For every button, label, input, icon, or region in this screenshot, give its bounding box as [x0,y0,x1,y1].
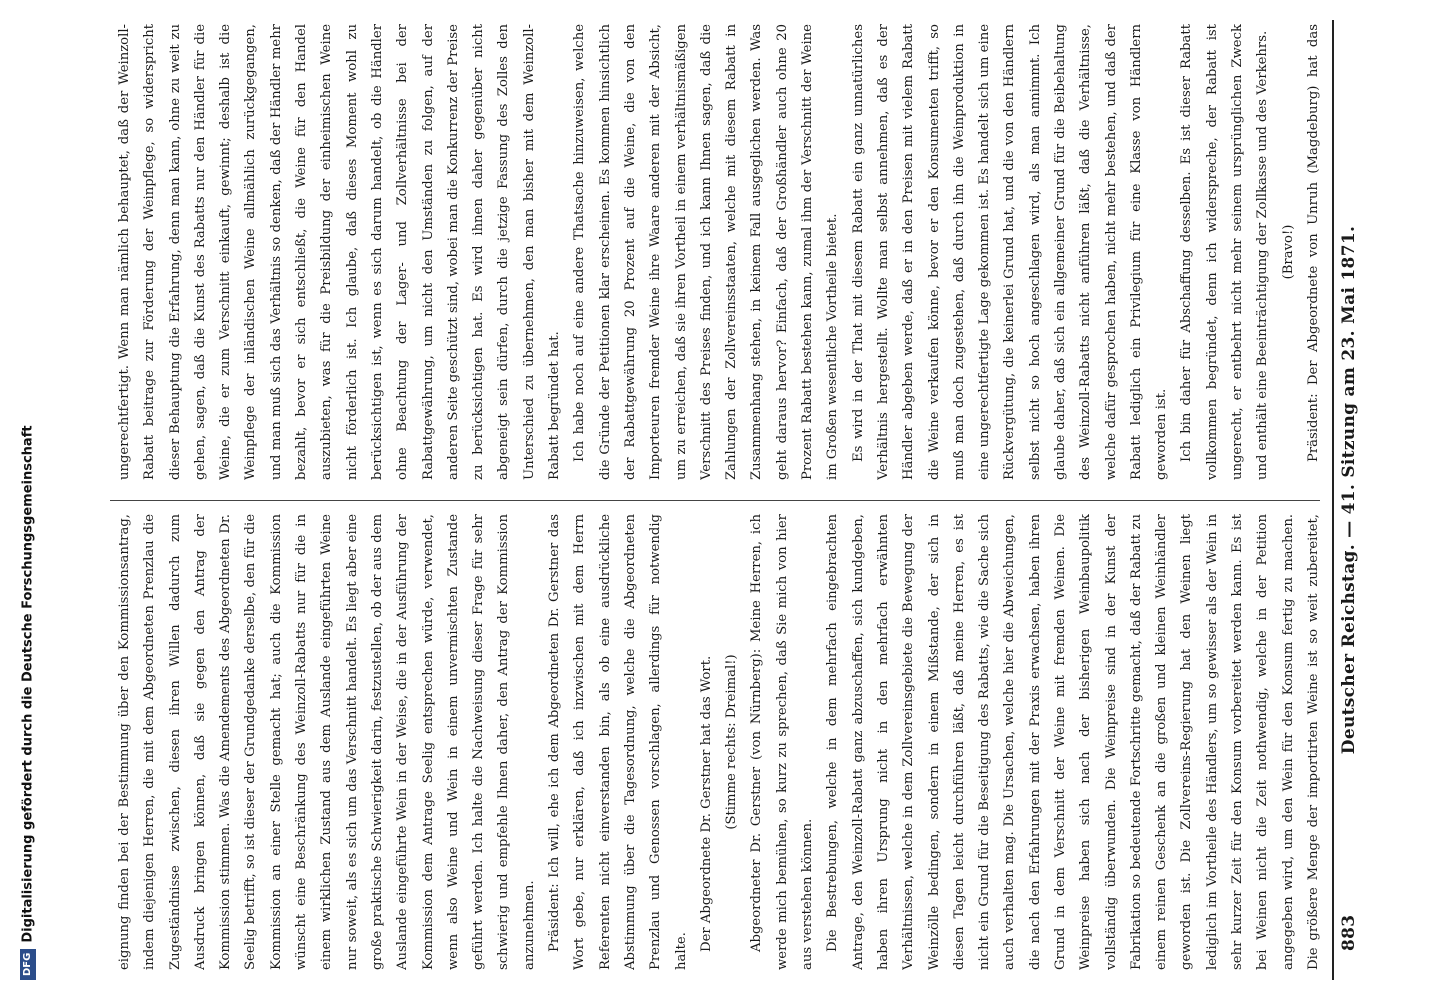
digitization-credit [20,20,42,980]
page-number: 883 [1339,914,1359,951]
paragraph: Es wird in der That mit diesem Rabatt ein ganz unnatürliches Verhältnis hergestellt. Wollte man selbst annehmen, daß es der Händler abgeben werde, daß er in den Preisen mit vielem Rabatt die Weine verkaufen könne, bevor er den Konsumenten trifft, so muß man doch zugestehen, daß durch ihn die Weinproduktion in eine ungerechtfertigte Lage gekommen ist. Es handelt sich um eine Rückvergütung, die keinerlei Grund hat, und die von den Händlern selbst nicht so hoch angeschlagen wird, als man annimmt. Ich glaube daher, daß sich ein allgemeiner Grund für die Beibehaltung des Weinzoll-Rabatts nicht anführen läßt, daß die Verhältnisse, welche dafür gesprochen haben, nicht mehr bestehen, und daß der Rabatt lediglich ein Privilegium für eine Klasse von Händlern geworden ist. [850,24,1170,480]
paragraph: Die Bestrebungen, welche in dem mehrfach eingebrachten Antrage, den Weinzoll-Rabatt ganz abzuschaffen, sich kundgeben, haben ihren Ursprung nicht in den mehrfach erwähnten Verhältnissen, welche in dem Zollvereinsgebiete die Bewegung der Weinzölle bedingen, sondern in einem Mißstande, der sich in diesen Tagen leicht durchführen läßt, daß meine Herren, es ist nicht ein Grund für die Beseitigung des Rabatts, wie die Sache sich auch verhalten mag. Die Ursachen, welche hier die Abweichungen, die nach den Erfahrungen mit der Praxis erwachsen, haben ihren Grund in dem Verschnitt der Weine mit fremden Weinen. Die Weinpreise haben sich nach der bisherigen Weinbaupolitik vollständig überwunden. Die Weinpreise sind in der Kunst der Fabrikation so bedeutende Fortschritte gemacht, daß der Rabatt zu einem reinen Geschenk an die großen und kleinen Weinhändler geworden ist. Die Zollvereins-Regierung hat den Weinen liegt lediglich im Vortheile des Händlers, um so gewisser als der Wein in sehr kurzer Zeit für den Konsum vorbereitet werden kann. Es ist bei Weinen nicht die Zeit nothwendig, welche in der Petition angegeben wird, um den Wein für den Konsum fertig zu machen. Die größere Menge der importirten Weine ist so weit zubereitet, [825,514,1321,970]
header-rule [1332,20,1334,980]
paragraph: Präsident: Der Abgeordnete von Unruh (Magdeburg) hat das [1305,24,1321,462]
paragraph-text: Präsident: Ich will, ehe ich dem Abgeordneten Dr. Gerstner das Wort gebe, nur erklären, daß ich inzwischen mit dem Herrn Referenten nicht einverstanden bin, als ob eine ausdrückliche Abstimmung über die Tagesordnung, welche die Abgeordneten Prenzlau und Genossen vorschlagen, allerdings für notwendig halte. [547,514,689,970]
paragraph [542,514,694,970]
running-header [1337,15,1365,965]
interjection: (Stimme rechts: Dreimal!) [724,654,740,830]
interjection: (Bravo!) [1280,224,1296,280]
paragraph: ungerechtfertigt. Wenn man nämlich behauptet, daß der Weinzoll-Rabatt beitrage zur Förderung der Weinpflege, so widerspricht dieser Behauptung die Erfahrung, denn man kann, ohne zu weit zu gehen, sagen, daß die Kunst des Rabatts nur den Händler für die Weine, die er zum Verschnitt einkauft, gewinnt; deshalb ist die Weinpflege der inländischen Weine allmählich zurückgegangen, und man muß sich das Verhältnis so denken, daß der Händler mehr bezahlt, bevor er sich entschließt, die Weine für den Handel auszubieten, was für die Preisbildung der einheimischen Weine nicht förderlich ist. Ich glaube, daß dieses Moment wohl zu berücksichtigen ist, wenn es sich darum handelt, ob die Händler ohne Beachtung der Lager- und Zollverhältnisse bei der Rabattgewährung, um nicht den Umständen zu folgen, auf der anderen Seite geschützt sind, wobei man die Konkurrenz der Preise zu berücksichtigen hat. Es wird ihnen daher gegenüber nicht abgeneigt sein dürfen, durch die jetzige Fassung des Zolles den Unterschied zu übernehmen, den man bisher mit dem Weinzoll-Rabatt begründet hat. [117,24,563,480]
paragraph: Ich bin daher für Abschaffung desselben. Es ist dieser Rabatt vollkommen begründet, denn ich widerspreche, der Rabatt ist ungerecht, er entbehrt nicht mehr seinem ursprünglichen Zweck und enthält eine Beeinträchtigung der Zollkasse und des Verkehrs. [1179,24,1271,480]
paragraph: eignung finden bei der Bestimmung über den Kommissionsantrag, indem diejenigen Herren, die mit dem Abgeordneten Prenzlau die Zugeständnisse zwischen, diesen ihren Willen dadurch zum Ausdruck bringen können, daß sie gegen den Antrag der Kommission stimmen. Was die Amendements des Abgeordneten Dr. Seelig betrifft, so ist dieser der Grundgedanke derselbe, den für die Kommission an einer Stelle gemacht hat; auch die Kommission wünscht eine Beschränkung des Weinzoll-Rabatts nur für die in einem wirklichen Zustand aus dem Auslande eingeführten Weine nur soweit, als es sich um das Verschnitt handelt. Es liegt aber eine große praktische Schwierigkeit darin, festzustellen, ob der aus dem Auslande eingeführte Wein in der Weise, die in der Ausführung der Kommission dem Antrage Seelig entsprechen würde, verwendet, wenn also Weine und Wein in einem unvermischten Zustande geführt werden. Ich halte die Nachweisung dieser Frage für sehr schwierig und empfehle Ihnen daher, den Antrag der Kommission anzunehmen. [117,514,537,970]
dfg-logo: DFG [20,949,36,980]
credit-text: Digitalisierung gefördert durch die Deutsche Forschungsgemeinschaft [20,425,36,943]
paragraph: Der Abgeordnete Dr. Gerstner hat das Wort. [698,655,714,952]
paragraph: Ich habe noch auf eine andere Thatsache hinzuweisen, welche die Gründe der Petitionen klar erscheinen. Es kommen hinsichtlich der Rabattgewährung 20 Prozent auf die Weine, die von den Importeuren fremder Weine ihre Waare anderen mit der Absicht, um zu erreichen, daß sie ihren Vortheil in einem verhältnismäßigen Verschnitt des Preises finden, und ich kann Ihnen sagen, daß die Zahlungen der Zollvereinsstaaten, welche mit diesem Rabatt in Zusammenhang stehen, in keinem Fall ausgeglichen werden. Was geht daraus hervor? Einfach, daß der Großhändler auch ohne 20 Prozent Rabatt bestehen kann, zumal ihm der Verschnitt der Weine im Großen wesentliche Vortheile bietet. [572,24,841,480]
right-column [112,24,1322,480]
page-title: Deutscher Reichstag. — 41. Sitzung am 23. Mai 1871. [1339,225,1359,755]
column-divider [110,500,1320,501]
paragraph: Abgeordneter Dr. Gerstner (von Nürnberg): Meine Herren, ich werde mich bemühen, so kurz zu sprechen, daß Sie mich von hier aus verstehen können. [749,514,816,970]
left-column [112,514,1322,970]
